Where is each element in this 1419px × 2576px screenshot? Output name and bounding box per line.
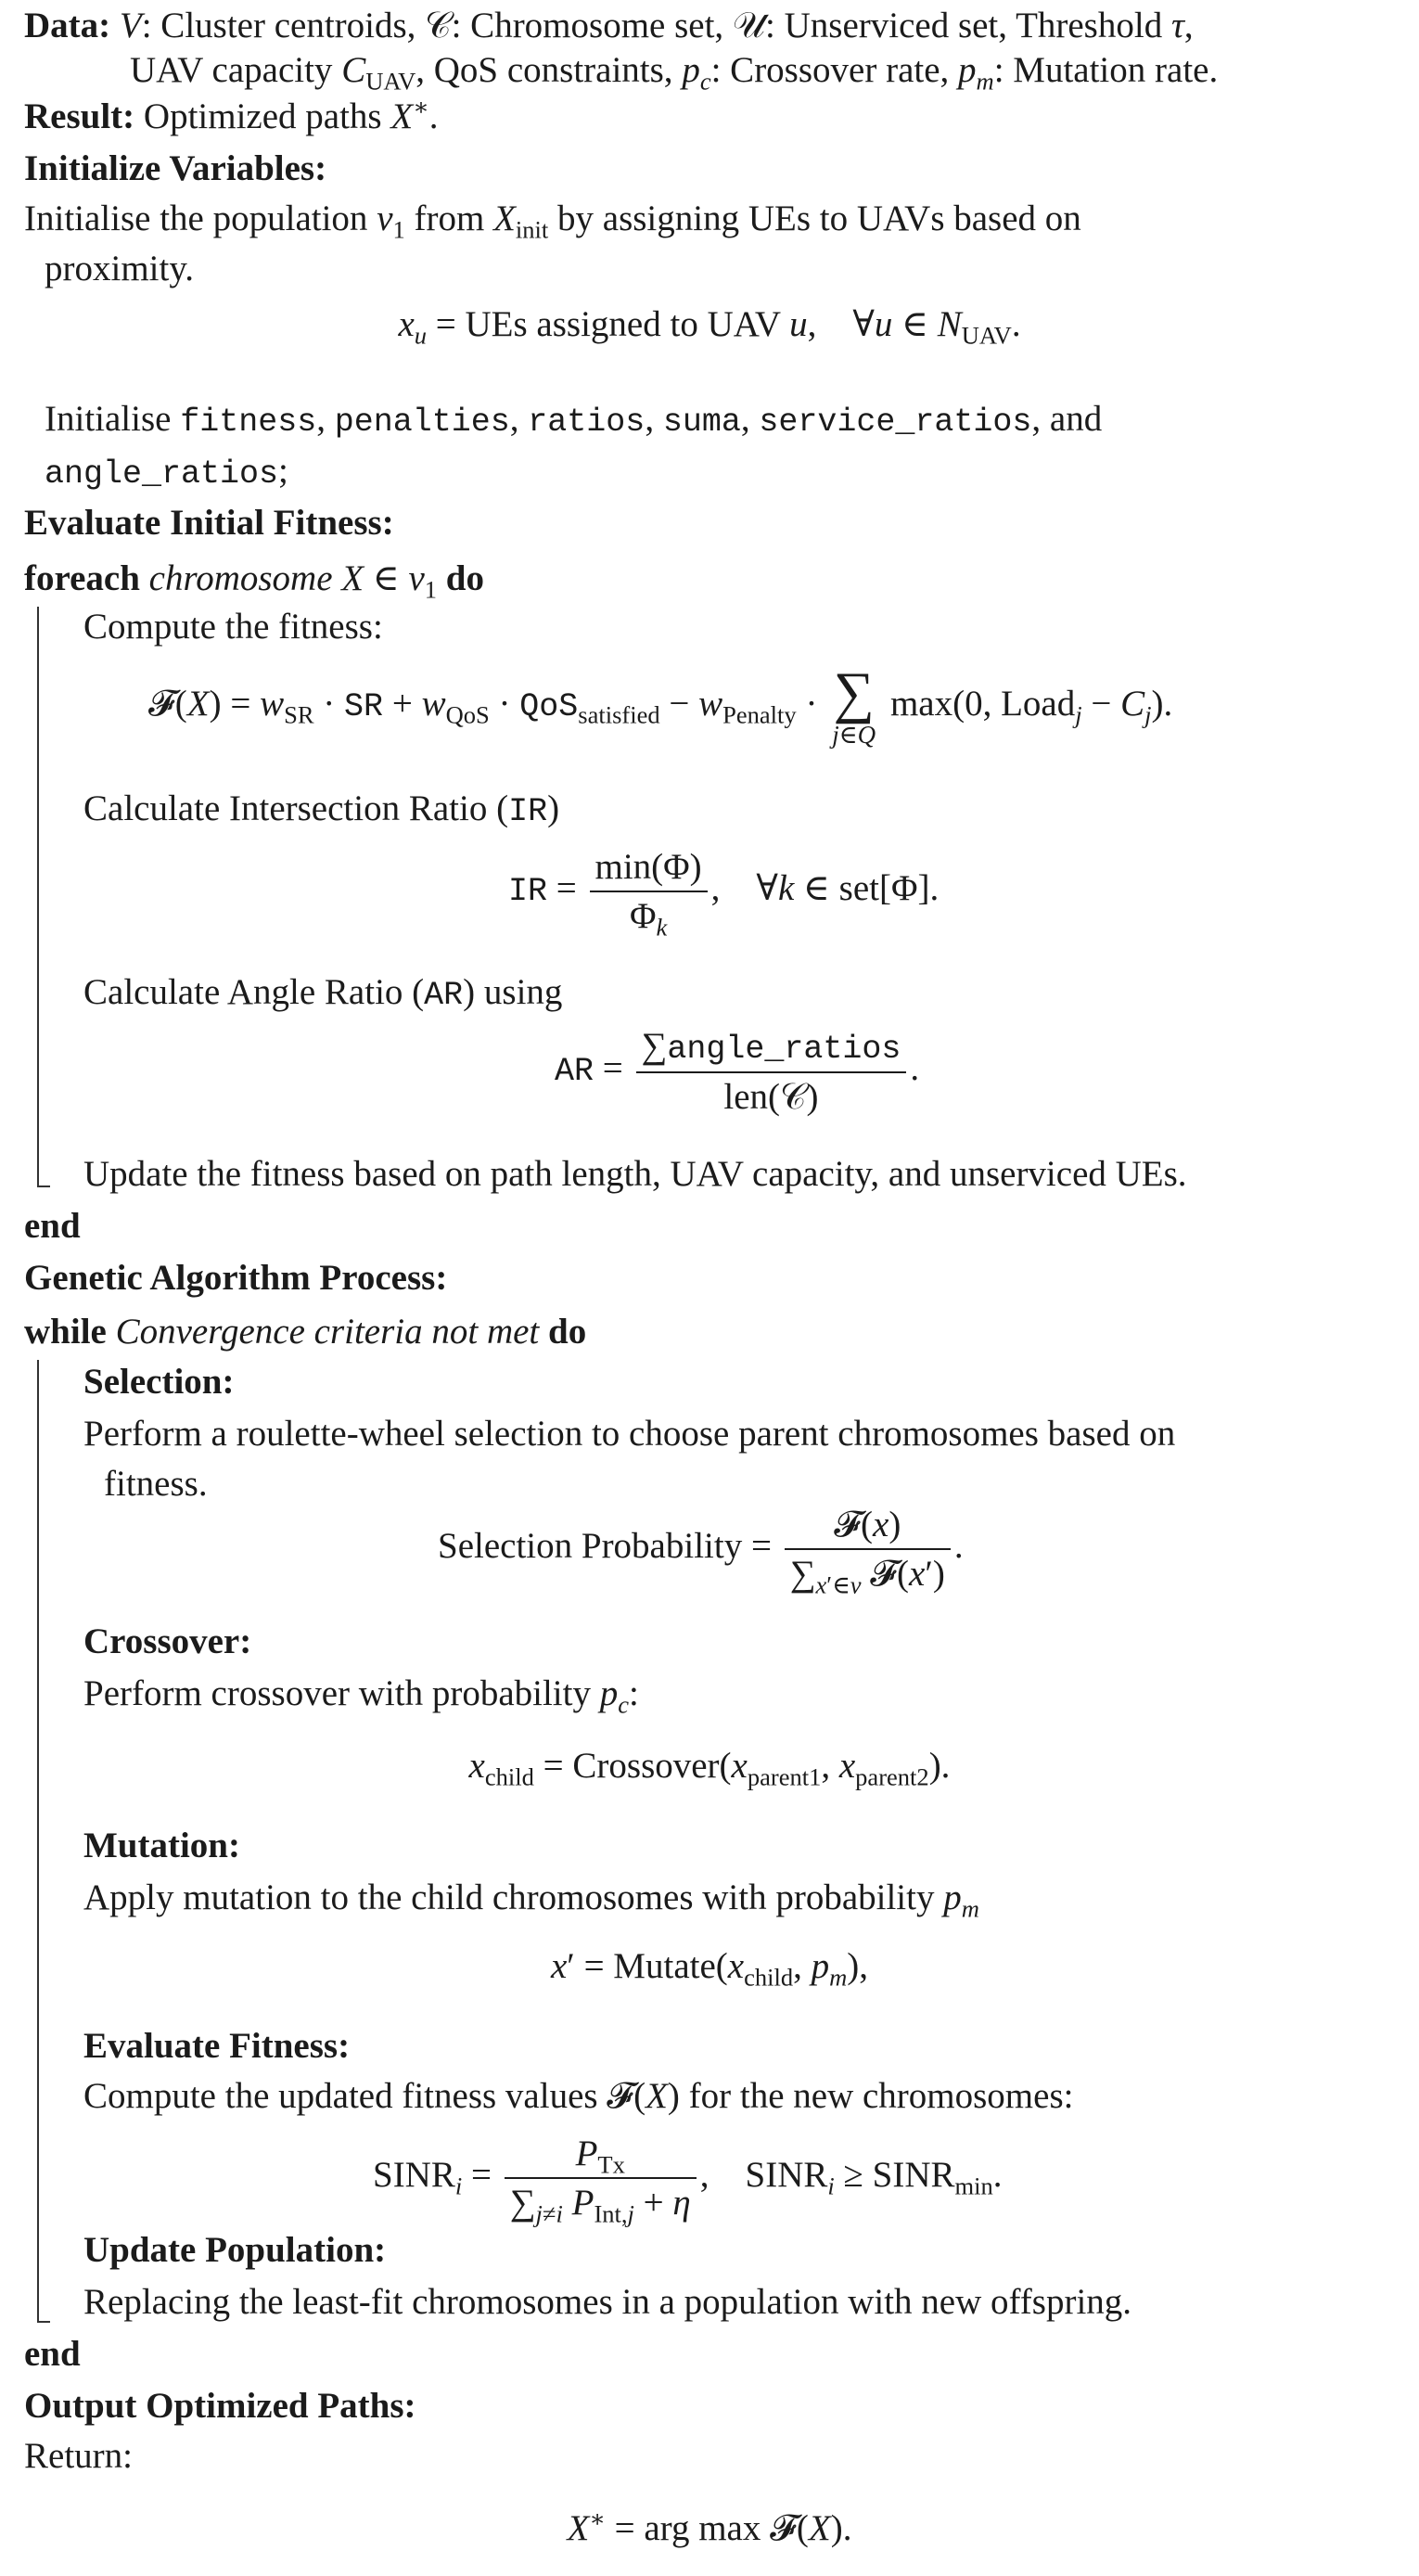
evaluate-initial-heading: Evaluate Initial Fitness: (24, 503, 394, 543)
result-line: Result: Optimized paths X∗. (24, 93, 439, 136)
while-do-keyword: do (548, 1312, 587, 1352)
foreach-scope-bar (37, 607, 39, 1187)
compute-fitness-line: Compute the fitness: (83, 607, 383, 647)
mutation-line: Apply mutation to the child chromosomes with probability $p_m$ (83, 1878, 979, 1923)
return-line: Return: (24, 2436, 133, 2476)
crossover-line: Perform crossover with probability $p_c$: (83, 1673, 639, 1719)
while-scope-bar (37, 1360, 39, 2323)
evaluate-fitness-line: Compute the updated fitness values 𝓕(X) for the new chromosomes: (83, 2076, 1074, 2116)
ir-fraction: $\frac{\min(\Phi)}{\Phi_k}$ (590, 849, 708, 934)
data-text-1: V: Cluster centroids, 𝒞: Chromosome set, 𝒰: Unserviced set, Threshold τ, (119, 6, 1194, 45)
output-heading: Output Optimized Paths: (24, 2386, 416, 2426)
initialize-heading: Initialize Variables: (24, 148, 327, 188)
output-equation: X∗ = arg max 𝓕(X). (567, 2505, 852, 2548)
ar-fraction: $\frac{\text{∑angle\_ratios}}{\text{len(𝒞)}}$ (636, 1028, 907, 1115)
mutation-equation: $x' = Mutate(x_{child}$, $p_m$), (550, 1946, 869, 1992)
sinr-fraction: $\frac{P_{Tx}}{\sum_{j\ne i} P_{Int,j} + \eta}$ (505, 2135, 697, 2221)
data-label: Data: (24, 6, 111, 45)
ir-equation: IR = $\frac{\min(\Phi)}{\Phi_k}$ , ∀k ∈ set[Φ]. (508, 847, 940, 942)
evaluate-fitness-heading: Evaluate Fitness: (83, 2026, 351, 2066)
mutation-heading: Mutation: (83, 1826, 240, 1865)
selection-line-1: Perform a roulette-wheel selection to choose parent chromosomes based on (83, 1414, 1176, 1454)
end-foreach: end (24, 1206, 81, 1246)
sinr-equation: $SINR_i$ = $\frac{P_{Tx}}{\sum_{j\ne i} P_{Int,j} + \eta}$ , $SINR_i$ ≥ $SINR_{min}$. (373, 2134, 1003, 2228)
foreach-keyword: foreach (24, 558, 140, 598)
fitness-equation: 𝓕(X) = $w_{SR}$ · SR + $w_{QoS} \cdot QoS_{satisfied} - w_{Penalty}$ · ∑ j∈Q max(0, Load$_j$ − $C_j$). (148, 661, 1173, 749)
update-fitness-line: Update the fitness based on path length, UAV capacity, and unserviced UEs. (83, 1154, 1187, 1194)
ir-line: Calculate Intersection Ratio (IR) (83, 788, 560, 830)
selection-fraction: $\frac{\text{𝓕(x)}}{\sum_{x'\in\nu} 𝓕(x')}$ (785, 1506, 951, 1592)
result-label: Result: (24, 96, 135, 136)
while-condition: Convergence criteria not met (115, 1312, 540, 1352)
init-vars-line-1: Initialise fitness, penalties, ratios, suma, service_ratios, and (45, 399, 1103, 441)
update-population-line: Replacing the least-fit chromosomes in a population with new offspring. (83, 2282, 1132, 2322)
selection-equation: Selection Probability = $\frac{\text{𝓕(x)}}{\sum_{x'\in\nu} 𝓕(x')}$ . (438, 1505, 964, 1599)
selection-line-2: fitness. (104, 1464, 208, 1504)
selection-heading: Selection: (83, 1362, 235, 1402)
ar-line: Calculate Angle Ratio (AR) using (83, 972, 563, 1014)
while-keyword: while (24, 1312, 107, 1352)
ga-heading: Genetic Algorithm Process: (24, 1258, 448, 1298)
ar-equation: AR = $\frac{\text{∑angle\_ratios}}{\text{len(𝒞)}}$ . (555, 1026, 920, 1117)
assignment-equation: $x_u$ = UEs assigned to UAV u, ∀u ∈ $N_{UAV}$. (398, 304, 1021, 350)
initialize-line-2: proximity. (45, 249, 195, 288)
initialize-line-1: Initialise the population $\nu_1$ from $X_{init}$ by assigning UEs to UAVs based on (24, 199, 1081, 244)
update-population-heading: Update Population: (83, 2230, 387, 2270)
do-keyword: do (445, 558, 484, 598)
data-line-1 (24, 7, 1194, 44)
foreach-line: foreach chromosome X ∈ $\nu_1$ do (24, 558, 484, 604)
init-vars-line-2: angle_ratios; (45, 451, 288, 493)
data-line-2: UAV capacity $C_{UAV}$, QoS constraints, $p_c$: Crossover rate, $p_m$: Mutation rate. (130, 50, 1219, 96)
crossover-heading: Crossover: (83, 1621, 252, 1661)
sum-symbol: ∑ j∈Q (832, 661, 876, 749)
end-while: end (24, 2334, 81, 2374)
crossover-equation: $x_{child}$ = $Crossover(x_{parent1}$, $x_{parent2}$). (468, 1746, 951, 1791)
while-line (24, 1314, 586, 1350)
